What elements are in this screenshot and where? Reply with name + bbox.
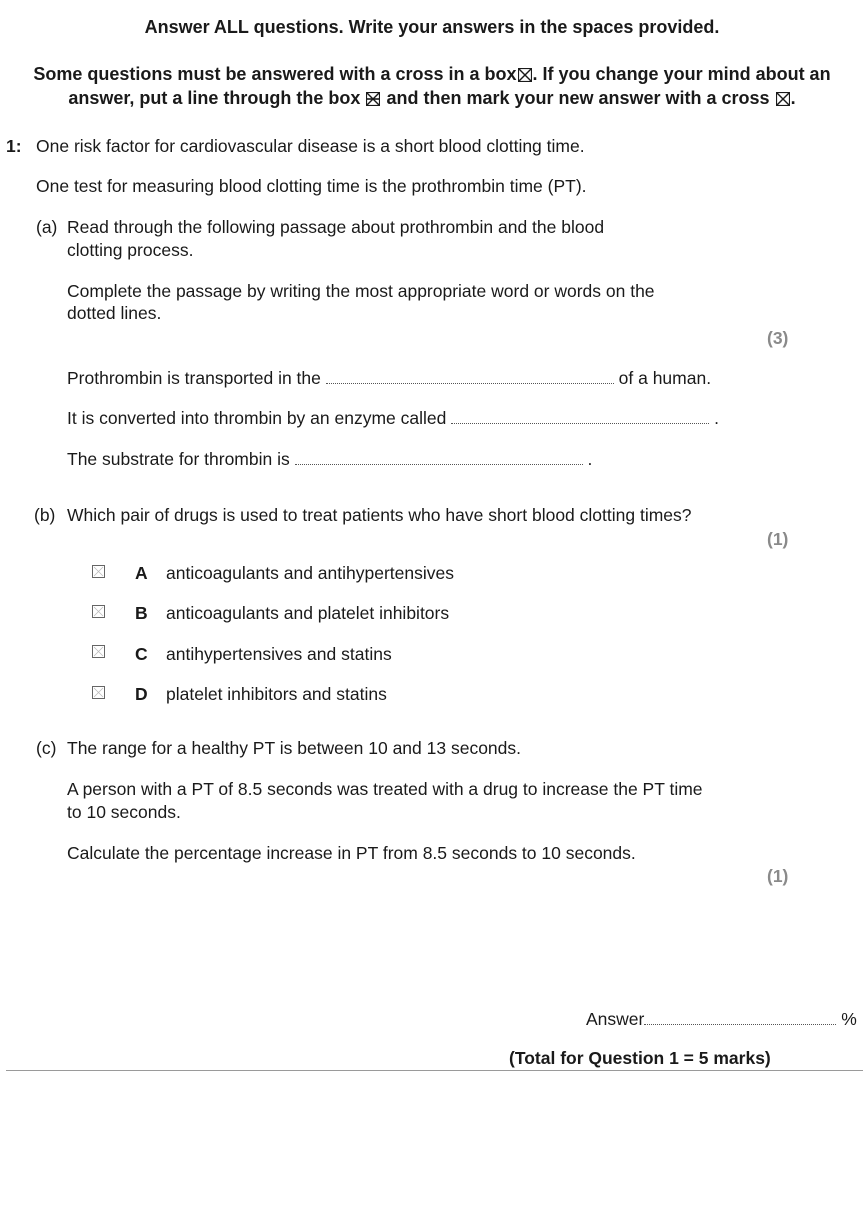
blank-1-after: of a human. [618,368,712,388]
option-a-text: anticoagulants and antihypertensives [166,563,454,583]
blank-3-before: The substrate for thrombin is [67,449,290,469]
instructions-line-3-end: . [790,88,796,108]
option-c-letter: C [135,644,148,664]
option-d-letter: D [135,684,148,704]
part-a-marks: (3) [767,328,789,348]
blank-2-answer-field[interactable] [451,409,709,424]
blank-2-after: . [714,408,719,428]
blank-1-line [67,368,711,389]
answer-unit: % [841,1009,857,1029]
blank-2-line [67,408,719,429]
option-b-text: anticoagulants and platelet inhibitors [166,603,450,623]
blank-2-before: It is converted into thrombin by an enzyme called [67,408,447,428]
option-c-checkbox[interactable] [92,645,105,658]
blank-1-answer-field[interactable] [326,369,614,384]
part-a-text-4: dotted lines. [67,303,162,323]
struck-crossed-box-icon [366,90,380,104]
part-b-marks: (1) [767,529,789,549]
instructions-line-2-part-1: Some questions must be answered with a cross in a box [33,64,517,84]
instructions-line-1: Answer ALL questions. Write your answers in the spaces provided. [144,17,720,37]
blank-3-after: . [587,449,593,469]
part-b-label: (b) [34,505,56,525]
blank-3-line [67,449,592,470]
part-b-text: Which pair of drugs is used to treat patients who have short blood clotting times? [67,505,692,525]
instructions-line-2-part-2: . If you change your mind about an [532,64,831,84]
instructions-line-3-part-2: and then mark your new answer with a cross [386,88,770,108]
question-intro-2: One test for measuring blood clotting time is the prothrombin time (PT). [36,176,587,196]
question-number: 1: [6,136,22,156]
option-b-letter: B [135,603,148,623]
part-c-text-1: The range for a healthy PT is between 10 and 13 seconds. [67,738,522,758]
part-c-text-4: Calculate the percentage increase in PT from 8.5 seconds to 10 seconds. [67,843,636,863]
blank-3-answer-field[interactable] [295,450,583,465]
blank-1-before: Prothrombin is transported in the [67,368,321,388]
question-total: (Total for Question 1 = 5 marks) [509,1048,771,1068]
part-a-text-3: Complete the passage by writing the most appropriate word or words on the [67,281,655,301]
crossed-box-icon [776,90,790,104]
option-d-checkbox[interactable] [92,686,105,699]
question-intro-1: One risk factor for cardiovascular disease is a short blood clotting time. [36,136,585,156]
part-a-text-2: clotting process. [67,240,194,260]
crossed-box-icon [518,66,532,80]
option-d-text: platelet inhibitors and statins [166,684,387,704]
answer-field[interactable] [644,1010,836,1025]
part-c-label: (c) [36,738,57,758]
instructions-line-3-part-1: answer, put a line through the box [68,88,361,108]
option-b-checkbox[interactable] [92,605,105,618]
instructions-line-2 [0,64,864,85]
part-c-text-2: A person with a PT of 8.5 seconds was treated with a drug to increase the PT time [67,779,703,799]
option-c-text: antihypertensives and statins [166,644,392,664]
divider [6,1070,863,1071]
option-a-letter: A [135,563,148,583]
answer-label: Answer [586,1009,645,1029]
part-c-marks: (1) [767,866,789,886]
answer-line [586,1009,857,1030]
part-a-text-1: Read through the following passage about prothrombin and the blood [67,217,605,237]
option-a-checkbox[interactable] [92,565,105,578]
part-a-label: (a) [36,217,58,237]
instructions-line-3 [0,88,864,109]
part-c-text-3: to 10 seconds. [67,802,181,822]
